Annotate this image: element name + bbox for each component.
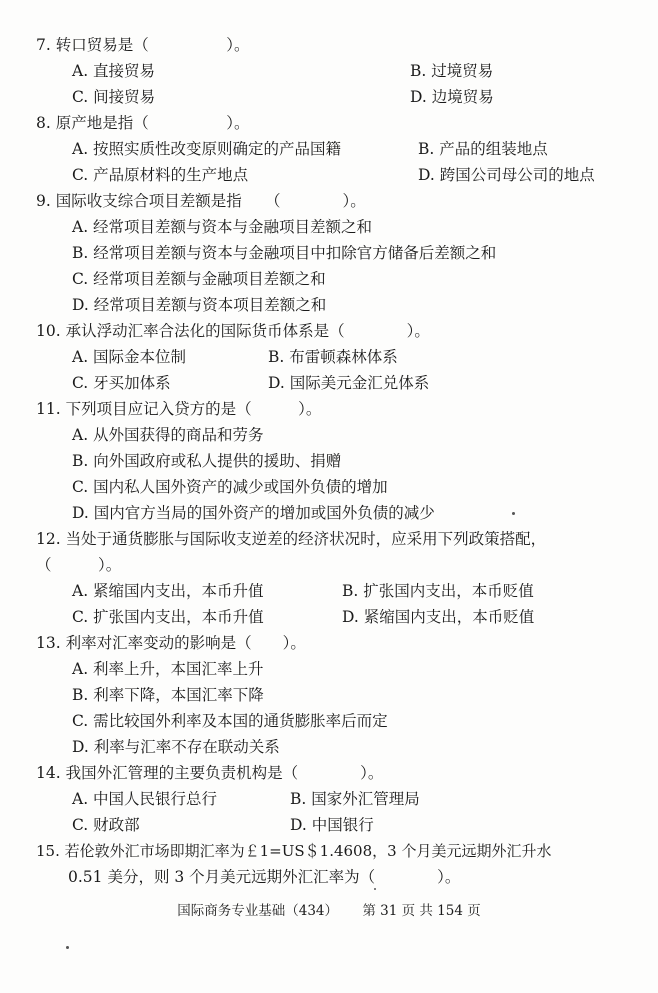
question-11-option-b: B. 向外国政府或私人提供的援助、捐赠 [72,452,342,470]
question-7-option-a: A. 直接贸易 [72,62,156,80]
question-10-option-a: A. 国际金本位制 [72,348,187,366]
question-14-option-b: B. 国家外汇管理局 [290,790,420,808]
question-12-stem: 12. 当处于通货膨胀与国际收支逆差的经济状况时，应采用下列政策搭配， [36,530,547,548]
scan-speck [374,888,376,890]
question-9-option-c: C. 经常项目差额与金融项目差额之和 [72,270,326,288]
scan-speck [512,512,515,515]
question-15-stem: 15. 若伦敦外汇市场即期汇率为￡1=US＄1.4608，3 个月美元远期外汇升水 [36,842,552,860]
question-8-stem: 8. 原产地是指（ ）。 [36,114,250,132]
question-11-option-a: A. 从外国获得的商品和劳务 [72,426,264,444]
question-14-option-c: C. 财政部 [72,816,140,834]
footer-page-number: 第 31 页 共 154 页 [362,903,481,919]
question-9-option-d: D. 经常项目差额与资本项目差额之和 [72,296,327,314]
question-11-option-c: C. 国内私人国外资产的减少或国外负债的增加 [72,478,388,496]
question-7-option-b: B. 过境贸易 [410,62,494,80]
question-13-option-c: C. 需比较国外利率及本国的通货膨胀率后而定 [72,712,388,730]
question-10-option-b: B. 布雷顿森林体系 [268,348,398,366]
page-footer [0,902,658,920]
question-11-stem: 11. 下列项目应记入贷方的是（ ）。 [36,400,322,418]
question-9-option-a: A. 经常项目差额与资本与金融项目差额之和 [72,218,373,236]
question-11-option-d: D. 国内官方当局的国外资产的增加或国外负债的减少 [72,504,435,522]
question-12-option-d: D. 紧缩国内支出，本币贬值 [342,608,535,626]
question-14-option-a: A. 中国人民银行总行 [72,790,218,808]
question-7-option-d: D. 边境贸易 [410,88,494,106]
scan-speck [66,946,69,949]
question-10-stem: 10. 承认浮动汇率合法化的国际货币体系是（ ）。 [36,322,430,340]
question-7-option-c: C. 间接贸易 [72,88,156,106]
question-7-stem: 7. 转口贸易是（ ）。 [36,36,250,54]
question-13-option-b: B. 利率下降，本国汇率下降 [72,686,264,704]
question-13-stem: 13. 利率对汇率变动的影响是（ ）。 [36,634,306,652]
question-10-option-d: D. 国际美元金汇兑体系 [268,374,430,392]
question-12-option-a: A. 紧缩国内支出，本币升值 [72,582,264,600]
question-12-option-c: C. 扩张国内支出，本币升值 [72,608,264,626]
question-8-option-d: D. 跨国公司母公司的地点 [418,166,595,184]
question-8-option-b: B. 产品的组装地点 [418,140,548,158]
question-9-stem: 9. 国际收支综合项目差额是指 （ ）。 [36,192,366,210]
question-8-option-c: C. 产品原材料的生产地点 [72,166,249,184]
question-14-option-d: D. 中国银行 [290,816,374,834]
question-10-option-c: C. 牙买加体系 [72,374,171,392]
question-12-stem-continued: （ ）。 [36,556,122,574]
question-12-option-b: B. 扩张国内支出，本币贬值 [342,582,534,600]
footer-subject: 国际商务专业基础（434） [177,903,339,919]
question-13-option-d: D. 利率与汇率不存在联动关系 [72,738,280,756]
question-15-stem-continued: 0.51 美分，则 3 个月美元远期外汇汇率为（ ）。 [68,868,461,886]
question-9-option-b: B. 经常项目差额与资本与金融项目中扣除官方储备后差额之和 [72,244,497,262]
question-13-option-a: A. 利率上升，本国汇率上升 [72,660,264,678]
question-14-stem: 14. 我国外汇管理的主要负责机构是（ ）。 [36,764,384,782]
question-8-option-a: A. 按照实质性改变原则确定的产品国籍 [72,140,342,158]
